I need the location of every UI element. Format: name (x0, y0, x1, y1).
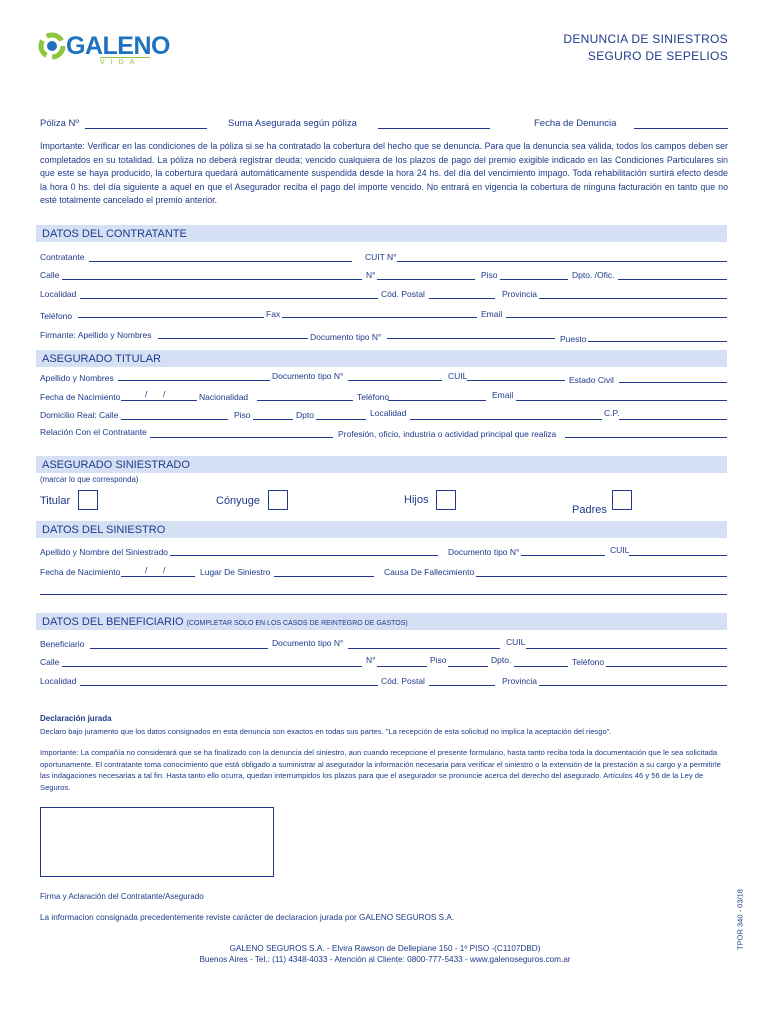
cod-postal-field[interactable] (429, 288, 495, 299)
titular-dpto-field[interactable] (316, 409, 366, 420)
calle-label: Calle (40, 270, 60, 280)
beneficiario-localidad-field[interactable] (80, 675, 378, 686)
importante-text: Importante: Verificar en las condiciones de la póliza si se ha contratado la cobertura del hecho que se denuncia. Para que la denuncia sea válida, todos los campos deben ser completados en su totalidad. La póliza no deberá registrar deuda; vencido cualquiera de los plazos de pago del premio exigible indicado en las Condiciones Particulares sin que este se haya producido, la cobertura quedará automáticamente suspendida desde la hora 24 hs. del día del vencimiento impago. Toda rehabilitación surtirá efecto desde la hora 0 hs. del día siguiente a aquel en que el Asegurador reciba el pago del importe vencido. No entrará en vigencia la cobertura de ninguna facturación en tanto que no esté totalmente cancelado el premio anterior. (40, 141, 728, 206)
titular-telefono-field[interactable] (388, 390, 486, 401)
titular-dpto-label: Dpto (296, 410, 314, 420)
galeno-logo-icon (38, 32, 66, 60)
domicilio-field[interactable] (121, 409, 228, 420)
siniestrado-nombre-label: Apellido y Nombre del Siniestrado (40, 547, 169, 557)
brand-subtitle: VIDA (100, 59, 141, 66)
puesto-label: Puesto (560, 334, 587, 344)
suma-label: Suma Asegurada según póliza (228, 118, 357, 129)
titular-documento-field[interactable] (348, 370, 442, 381)
nro-field[interactable] (377, 269, 475, 280)
siniestrado-note: (marcar lo que corresponda) (40, 475, 139, 484)
section-contratante: DATOS DEL CONTRATANTE (36, 225, 727, 242)
beneficiario-note: (COMPLETAR SOLO EN LOS CASOS DE REINTEGRO DE GASTOS) (186, 620, 408, 627)
footer-line-1: GALENO SEGUROS S.A. - Elvira Rawson de Dellepiane 150 - 1º PISO -(C1107DBD) (229, 944, 541, 953)
conyuge-checkbox[interactable] (268, 490, 288, 510)
causa-field[interactable] (476, 566, 727, 577)
hijos-option-label: Hijos (404, 494, 429, 506)
beneficiario-calle-field[interactable] (62, 656, 362, 667)
titular-telefono-label: Teléfono (357, 392, 390, 402)
localidad-label: Localidad (40, 289, 77, 299)
contratante-label: Contratante (40, 252, 85, 262)
suma-field[interactable] (378, 118, 490, 129)
cuit-label: CUIT N° (365, 252, 397, 262)
titular-cuil-field[interactable] (467, 370, 565, 381)
declaracion-text: Declaro bajo juramento que los datos consignados en esta denuncia son exactos en todas sus partes. "La recepción de esta solicitud no implica la aceptación del riesgo". (40, 727, 612, 736)
titular-cp-label: C.P. (604, 408, 620, 418)
localidad-field[interactable] (80, 288, 378, 299)
titular-documento-label: Documento tipo N° (272, 371, 344, 381)
section-siniestro: DATOS DEL SINIESTRO (36, 521, 727, 538)
beneficiario-calle-label: Calle (40, 657, 60, 667)
dpto-field[interactable] (618, 269, 727, 280)
siniestro-cuil-field[interactable] (629, 545, 727, 556)
titular-apellido-label: Apellido y Nombres (40, 373, 114, 383)
galeno-logo (38, 30, 173, 70)
signature-box[interactable] (40, 807, 274, 877)
info-text: La informacion consignada precedentemente reviste carácter de declaracion jurada por GALENO SEGUROS S.A. (40, 913, 455, 922)
titular-localidad-field[interactable] (410, 409, 602, 420)
declaracion-title: Declaración jurada (40, 714, 112, 723)
firmante-field[interactable] (158, 328, 308, 339)
titular-localidad-label: Localidad (370, 408, 407, 418)
provincia-field[interactable] (539, 288, 727, 299)
beneficiario-telefono-field[interactable] (606, 656, 727, 667)
titular-piso-field[interactable] (253, 409, 293, 420)
section-beneficiario (36, 613, 727, 630)
puesto-field[interactable] (588, 331, 727, 342)
date-separator: / (163, 565, 166, 575)
date-separator: / (145, 389, 148, 399)
piso-field[interactable] (500, 269, 568, 280)
causa-label: Causa De Fallecimiento (384, 567, 475, 577)
beneficiario-cp-field[interactable] (429, 675, 495, 686)
nacionalidad-label: Nacionalidad (199, 392, 249, 402)
fax-field[interactable] (282, 307, 477, 318)
email-field[interactable] (506, 307, 727, 318)
estado-civil-field[interactable] (619, 372, 727, 383)
beneficiario-telefono-label: Teléfono (572, 657, 605, 667)
titular-fecha-nac-label: Fecha de Nacimiento (40, 392, 121, 402)
lugar-label: Lugar De Siniestro (200, 567, 271, 577)
siniestrado-nombre-field[interactable] (170, 545, 438, 556)
profesion-label: Profesión, oficio, industria o actividad principal que realiza (338, 429, 557, 439)
titular-cp-field[interactable] (619, 409, 727, 420)
date-separator: / (145, 565, 148, 575)
provincia-label: Provincia (502, 289, 537, 299)
beneficiario-nro-label: N° (366, 655, 376, 665)
titular-cuil-label: CUIL (448, 371, 468, 381)
siniestro-documento-field[interactable] (521, 545, 605, 556)
padres-checkbox[interactable] (612, 490, 632, 510)
document-title (563, 31, 728, 65)
beneficiario-nro-field[interactable] (377, 656, 427, 667)
declaracion-importante: Importante: La compañía no considerará que se ha finalizado con la denuncia del siniestro, aun cuando recepcione el presente formulario, hasta tanto reciba toda la documentación que le sea solicitada oportunamente. El contratante toma conocimiento que está obligado a suministrar al asegurador la información necesaria para verificar el siniestro o la extensión de la prestación a su cargo y a permitirle las indagaciones necesarias a tal fin. Hasta tanto ello ocurra, quedan interrumpidos los plazos para que el asegurador se pronuncie acerca del derecho del asegurado. Artículos 46 y 56 de la Ley de Seguros. (40, 748, 721, 792)
beneficiario-cp-label: Cód. Postal (381, 676, 425, 686)
beneficiario-piso-label: Piso (430, 655, 447, 665)
beneficiario-cuil-label: CUIL (506, 637, 526, 647)
nacionalidad-field[interactable] (257, 390, 353, 401)
title-line-1: DENUNCIA DE SINIESTROS (563, 32, 728, 46)
section-siniestrado: ASEGURADO SINIESTRADO (36, 456, 727, 473)
domicilio-label: Domicilio Real: Calle (40, 410, 119, 420)
beneficiario-label: Beneficiario (40, 639, 85, 649)
beneficiario-provincia-label: Provincia (502, 676, 537, 686)
beneficiario-title: DATOS DEL BENEFICIARIO (42, 616, 184, 628)
telefono-label: Teléfono (40, 311, 73, 321)
hijos-checkbox[interactable] (436, 490, 456, 510)
piso-label: Piso (481, 270, 498, 280)
beneficiario-field[interactable] (90, 638, 268, 649)
fecha-denuncia-label: Fecha de Denuncia (534, 118, 617, 129)
padres-option-label: Padres (572, 504, 607, 516)
date-separator: / (163, 389, 166, 399)
siniestro-cuil-label: CUIL (610, 545, 630, 555)
beneficiario-localidad-label: Localidad (40, 676, 77, 686)
beneficiario-cuil-field[interactable] (526, 638, 727, 649)
contratante-field[interactable] (89, 251, 352, 262)
conyuge-option-label: Cónyuge (216, 495, 261, 507)
cod-postal-label: Cód. Postal (381, 289, 425, 299)
poliza-label: Póliza Nº (40, 118, 79, 129)
brand-name: GALENO (66, 32, 170, 60)
firmante-label: Firmante: Apellido y Nombres (40, 330, 152, 340)
titular-email-label: Email (492, 390, 514, 400)
titular-email-field[interactable] (516, 390, 727, 401)
beneficiario-piso-field[interactable] (448, 656, 488, 667)
estado-civil-label: Estado Civil (569, 375, 614, 385)
siniestro-fecha-nac-label: Fecha de Nacimiento (40, 567, 121, 577)
profesion-field[interactable] (565, 427, 727, 438)
relacion-field[interactable] (150, 427, 333, 438)
titular-checkbox[interactable] (78, 490, 98, 510)
fecha-denuncia-field[interactable] (634, 118, 728, 129)
titular-piso-label: Piso (234, 410, 251, 420)
poliza-field[interactable] (85, 118, 207, 129)
documento-label: Documento tipo N° (310, 332, 382, 342)
titular-apellido-field[interactable] (118, 370, 270, 381)
cuit-field[interactable] (397, 251, 727, 262)
beneficiario-documento-label: Documento tipo N° (272, 638, 344, 648)
beneficiario-dpto-field[interactable] (514, 656, 568, 667)
dpto-label: Dpto. /Ofic. (572, 270, 615, 280)
lugar-field[interactable] (274, 566, 374, 577)
beneficiario-provincia-field[interactable] (539, 675, 727, 686)
form-code: TPOR 340 - 03/18 (735, 889, 745, 950)
footer-line-2: Buenos Aires - Tel.: (11) 4348-4033 - Atención al Cliente: 0800-777-5433 - www.galenoseguros.com.ar (199, 955, 571, 964)
telefono-field[interactable] (78, 307, 264, 318)
siniestro-fecha-nac-field[interactable] (121, 566, 195, 577)
section-titular: ASEGURADO TITULAR (36, 350, 727, 367)
causa-extra-field[interactable] (40, 584, 727, 595)
title-line-2: SEGURO DE SEPELIOS (587, 49, 728, 63)
relacion-label: Relación Con el Contratante (40, 427, 147, 437)
email-label: Email (481, 309, 503, 319)
titular-fecha-nac-field[interactable] (121, 390, 197, 401)
footer (0, 943, 770, 965)
titular-option-label: Titular (40, 495, 71, 507)
calle-field[interactable] (62, 269, 362, 280)
beneficiario-documento-field[interactable] (348, 638, 500, 649)
siniestro-documento-label: Documento tipo N° (448, 547, 520, 557)
nro-label: N° (366, 270, 376, 280)
firma-label: Firma y Aclaración del Contratante/Asegurado (40, 892, 204, 901)
beneficiario-dpto-label: Dpto. (491, 655, 512, 665)
fax-label: Fax (266, 309, 281, 319)
documento-field[interactable] (387, 328, 555, 339)
